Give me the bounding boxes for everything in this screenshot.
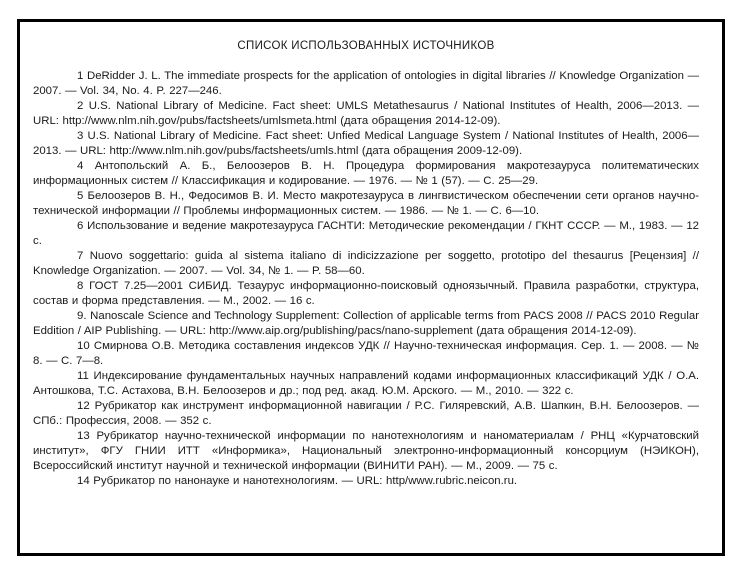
reference-item: 10 Смирнова О.В. Методика составления индексов УДК // Научно-техническая информация. Сер. 1. — 2008. — № 8. — С. 7—8. [33,340,699,367]
reference-item: 8 ГОСТ 7.25—2001 СИБИД. Тезаурус информационно-поисковый одноязычный. Правила разработки, структура, состав и форма представления. — М., 2002. — 16 с. [33,280,699,307]
page-title: СПИСОК ИСПОЛЬЗОВАННЫХ ИСТОЧНИКОВ [237,40,495,52]
reference-item: 2 U.S. National Library of Medicine. Fact sheet: UMLS Metathesaurus / National Institutes of Health, 2006—2013. — URL: http://www.nlm.nih.gov/pubs/factsheets/umlsmeta.html (дата обращения 2014-12-09). [33,100,699,127]
reference-item: 9. Nanoscale Science and Technology Supplement: Collection of applicable terms from PACS 2008 // PACS 2010 Regular Eddition / AIP Publishing. — URL: http://www.aip.org/publishing/pacs/nano-supplement (дата обращения 2014-12-09). [33,310,699,337]
references-list [33,69,699,489]
reference-item: 4 Антопольский А. Б., Белоозеров В. Н. Процедура формирования макротезауруса политематических информационных систем // Классификация и кодирование. — 1976. — № 1 (57). — С. 25—29. [33,160,699,187]
reference-item: 13 Рубрикатор научно-технической информации по нанотехнологиям и наноматериалам / РНЦ «Курчатовский институт», ФГУ ГНИИ ИТТ «Информика», Национальный электронно-информационный консорциум (НЭИКОН), Всероссийский институт научной и технической информации (ВИНИТИ РАН). — М., 2009. — 75 с. [33,430,699,472]
reference-item: 5 Белоозеров В. Н., Федосимов В. И. Место макротезауруса в лингвистическом обеспечении сети органов научно-технической информации // Проблемы информационных систем. — 1986. — № 1. — С. 6—10. [33,190,699,217]
reference-item: 12 Рубрикатор как инструмент информационной навигации / Р.С. Гиляревский, А.В. Шапкин, В.Н. Белоозеров. — СПб.: Профессия, 2008. — 352 с. [33,400,699,427]
page-border [17,19,725,556]
reference-item: 6 Использование и ведение макротезауруса ГАСНТИ: Методические рекомендации / ГКНТ СССР. — М., 1983. — 12 с. [33,220,699,247]
reference-item: 7 Nuovo soggettario: guida al sistema italiano di indicizzazione per soggetto, prototipo del thesaurus [Рецензия] // Knowledge Organization. — 2007. — Vol. 34, № 1. — P. 58—60. [33,250,699,277]
reference-item: 3 U.S. National Library of Medicine. Fact sheet: Unfied Medical Language System / National Institutes of Health, 2006—2013. — URL: http://www.nlm.nih.gov/pubs/factsheets/umls.html (дата обращения 2009-12-09). [33,130,699,157]
page-content [33,22,699,489]
reference-item: 1 DeRidder J. L. The immediate prospects for the application of ontologies in digital libraries // Knowledge Organization — 2007. — Vol. 34, No. 4. P. 227—246. [33,70,699,97]
reference-item: 11 Индексирование фундаментальных научных направлений кодами информационных классификаций УДК / О.А. Антошкова, Т.С. Астахова, В.Н. Белоозеров и др.; под ред. акад. Ю.М. Арского. — М., 2010. — 322 с. [33,370,699,397]
reference-item: 14 Рубрикатор по нанонауке и нанотехнологиям. — URL: http/www.rubric.neicon.ru. [77,475,518,487]
